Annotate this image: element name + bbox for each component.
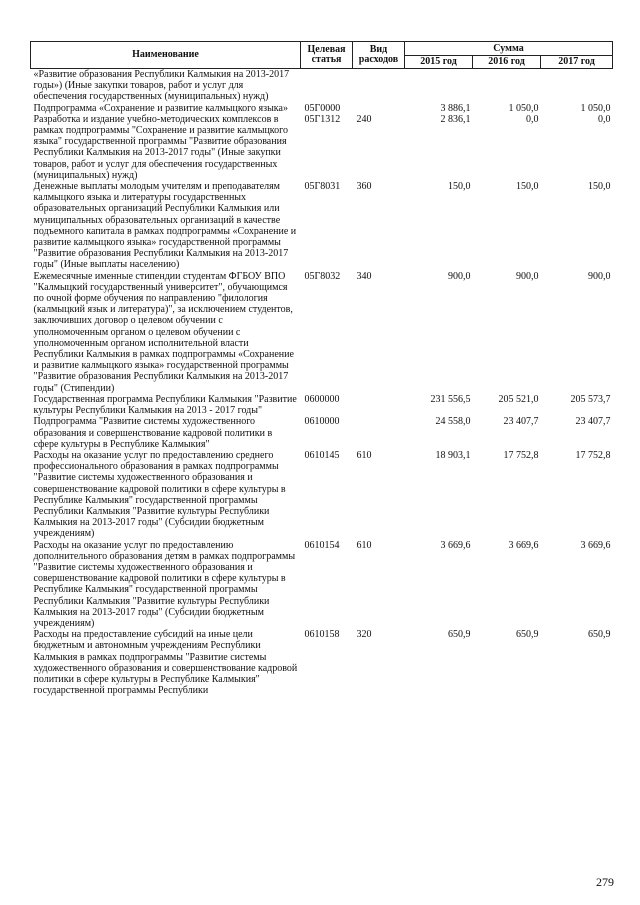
cell-kind <box>353 394 405 416</box>
cell-name: Денежные выплаты молодым учителям и преподавателям калмыцкого языка и литературы государственных образовательных организаций Республики Калмыкия или муниципальных образовательных организаций в качестве подъемного капитала в рамках подпрограммы «Сохранение и развитие калмыцкого языка» государственной программы "Развитие образования Республики Калмыкия на 2013-2017 годы" (Иные выплаты населению) <box>33 181 297 271</box>
cell-y2017: 1 050,0 <box>580 102 611 114</box>
header-name: Наименование <box>31 42 301 69</box>
table-row <box>31 181 613 271</box>
cell-y2016: 23 407,7 <box>503 416 539 428</box>
cell-y2017: 17 752,8 <box>575 449 611 461</box>
cell-kind <box>353 416 405 450</box>
header-sum: Сумма <box>405 42 613 56</box>
cell-name: Расходы на предоставление субсидий на иные цели бюджетным и автономным учреждениям Республики Калмыкия в рамках подпрограммы "Развитие системы художественного образования и совершенствование кадровой политики в сфере культуры в Республике Калмыкия" государственной программы Республики <box>33 629 298 697</box>
cell-code: 05Г0000 <box>304 102 341 114</box>
cell-kind <box>353 69 405 103</box>
cell-kind: 610 <box>356 539 372 551</box>
header-target-article: Целевая статья <box>301 42 353 69</box>
table-row <box>31 394 613 416</box>
cell-y2015: 3 669,6 <box>440 539 471 551</box>
table-row <box>31 450 613 540</box>
cell-code: 05Г8032 <box>304 270 341 282</box>
cell-code: 05Г8031 <box>304 181 341 193</box>
cell-y2016: 17 752,8 <box>503 449 539 461</box>
cell-y2017: 650,9 <box>588 629 611 641</box>
page-number: 279 <box>596 875 614 889</box>
cell-y2015: 18 903,1 <box>435 449 471 461</box>
cell-code: 0600000 <box>304 393 340 405</box>
table-row <box>31 416 613 450</box>
cell-code: 0610000 <box>304 416 340 428</box>
cell-kind: 360 <box>356 181 372 193</box>
cell-y2016: 3 669,6 <box>508 539 539 551</box>
header-year-2015: 2015 год <box>405 56 473 69</box>
cell-kind: 320 <box>356 629 372 641</box>
cell-code: 0610158 <box>304 629 340 641</box>
table-row <box>31 114 613 181</box>
header-year-2017: 2017 год <box>541 56 613 69</box>
table-row <box>31 103 613 114</box>
cell-y2015: 900,0 <box>448 270 471 282</box>
cell-y2016: 650,9 <box>516 629 539 641</box>
cell-name: Ежемесячные именные стипендии студентам ФГБОУ ВПО "Калмыцкий государственный университет", обучающимся по очной форме обучения по направлению "филология (калмыцкий язык и литература)", за исключением студентов, заключивших договор о целевом обучении с уполномоченным органом о целевом обучении с уполномоченным органом исполнительной власти Республики Калмыкия в рамках подпрограммы «Сохранение и развитие калмыцкого языка» государственной программы "Развитие образования Республики Калмыкия на 2013-2017 годы" (Стипендии) <box>33 270 294 394</box>
table-row <box>31 629 613 696</box>
table-row <box>31 540 613 630</box>
cell-y2017: 3 669,6 <box>580 539 611 551</box>
cell-y2015: 2 836,1 <box>440 113 471 125</box>
cell-y2015: 3 886,1 <box>440 102 471 114</box>
cell-code: 0610154 <box>304 539 340 551</box>
cell-code: 05Г1312 <box>304 113 341 125</box>
cell-y2015: 24 558,0 <box>435 416 471 428</box>
cell-y2017: 23 407,7 <box>575 416 611 428</box>
cell-y2017: 900,0 <box>588 270 611 282</box>
cell-name: Расходы на оказание услуг по предоставлению дополнительного образования детям в рамках подпрограммы "Развитие системы художественного образования и совершенствование кадровой политики в сфере культуры в Республике Калмыкия" государственной программы Республики Калмыкия "Развитие культуры Республики Калмыкия на 2013-2017 годы" (Субсидии бюджетным учреждениям) <box>33 539 296 629</box>
cell-y2016: 900,0 <box>516 270 539 282</box>
cell-y2016: 0,0 <box>526 113 539 125</box>
cell-name: Подпрограмма "Развитие системы художественного образования и совершенствование кадровой политики в сфере культуры в Республике Калмыкия" <box>33 416 273 450</box>
cell-kind: 340 <box>356 270 372 282</box>
table-row <box>31 69 613 103</box>
cell-y2016: 150,0 <box>516 181 539 193</box>
cell-y2017: 150,0 <box>588 181 611 193</box>
budget-table <box>30 41 613 696</box>
cell-y2017: 0,0 <box>598 113 611 125</box>
cell-code <box>301 69 353 103</box>
table-header <box>31 42 613 69</box>
cell-y2016: 1 050,0 <box>508 102 539 114</box>
table-body <box>31 69 613 697</box>
cell-name: «Развитие образования Республики Калмыкия на 2013-2017 годы») (Иные закупки товаров, работ и услуг для обеспечения государственных (муниципальных) нужд) <box>33 69 290 103</box>
table-row <box>31 271 613 394</box>
cell-y2016: 205 521,0 <box>498 393 539 405</box>
cell-name: Разработка и издание учебно-методических комплексов в рамках подпрограммы "Сохранение и развитие калмыцкого языка" государственной программы "Развитие образования Республики Калмыкия на 2013-2017 годы" (Иные закупки товаров, работ и услуг для обеспечения государственных (муниципальных) нужд) <box>33 113 289 181</box>
cell-y2015: 150,0 <box>448 181 471 193</box>
cell-y2015: 650,9 <box>448 629 471 641</box>
header-expense-kind: Вид расходов <box>353 42 405 69</box>
header-year-2016: 2016 год <box>473 56 541 69</box>
cell-kind: 610 <box>356 449 372 461</box>
cell-name: Расходы на оказание услуг по предоставлению среднего профессионального образования в рамках подпрограммы "Развитие системы художественного образования и совершенствование кадровой политики в сфере культуры в Республике Калмыкия" государственной программы Республики Калмыкия "Развитие культуры Республики Калмыкия на 2013-2017 годы" (Субсидии бюджетным учреждениям) <box>33 449 286 540</box>
cell-kind: 240 <box>356 113 372 125</box>
cell-name: Государственная программа Республики Калмыкия "Развитие культуры Республики Калмыкия на 2013 - 2017 годы" <box>33 393 297 417</box>
cell-y2016 <box>473 69 541 103</box>
cell-code: 0610145 <box>304 449 340 461</box>
cell-y2015: 231 556,5 <box>430 393 471 405</box>
cell-name: Подпрограмма «Сохранение и развитие калмыцкого языка» <box>33 102 288 114</box>
cell-y2017: 205 573,7 <box>570 393 611 405</box>
cell-kind <box>353 103 405 114</box>
cell-y2015 <box>405 69 473 103</box>
cell-y2017 <box>541 69 613 103</box>
